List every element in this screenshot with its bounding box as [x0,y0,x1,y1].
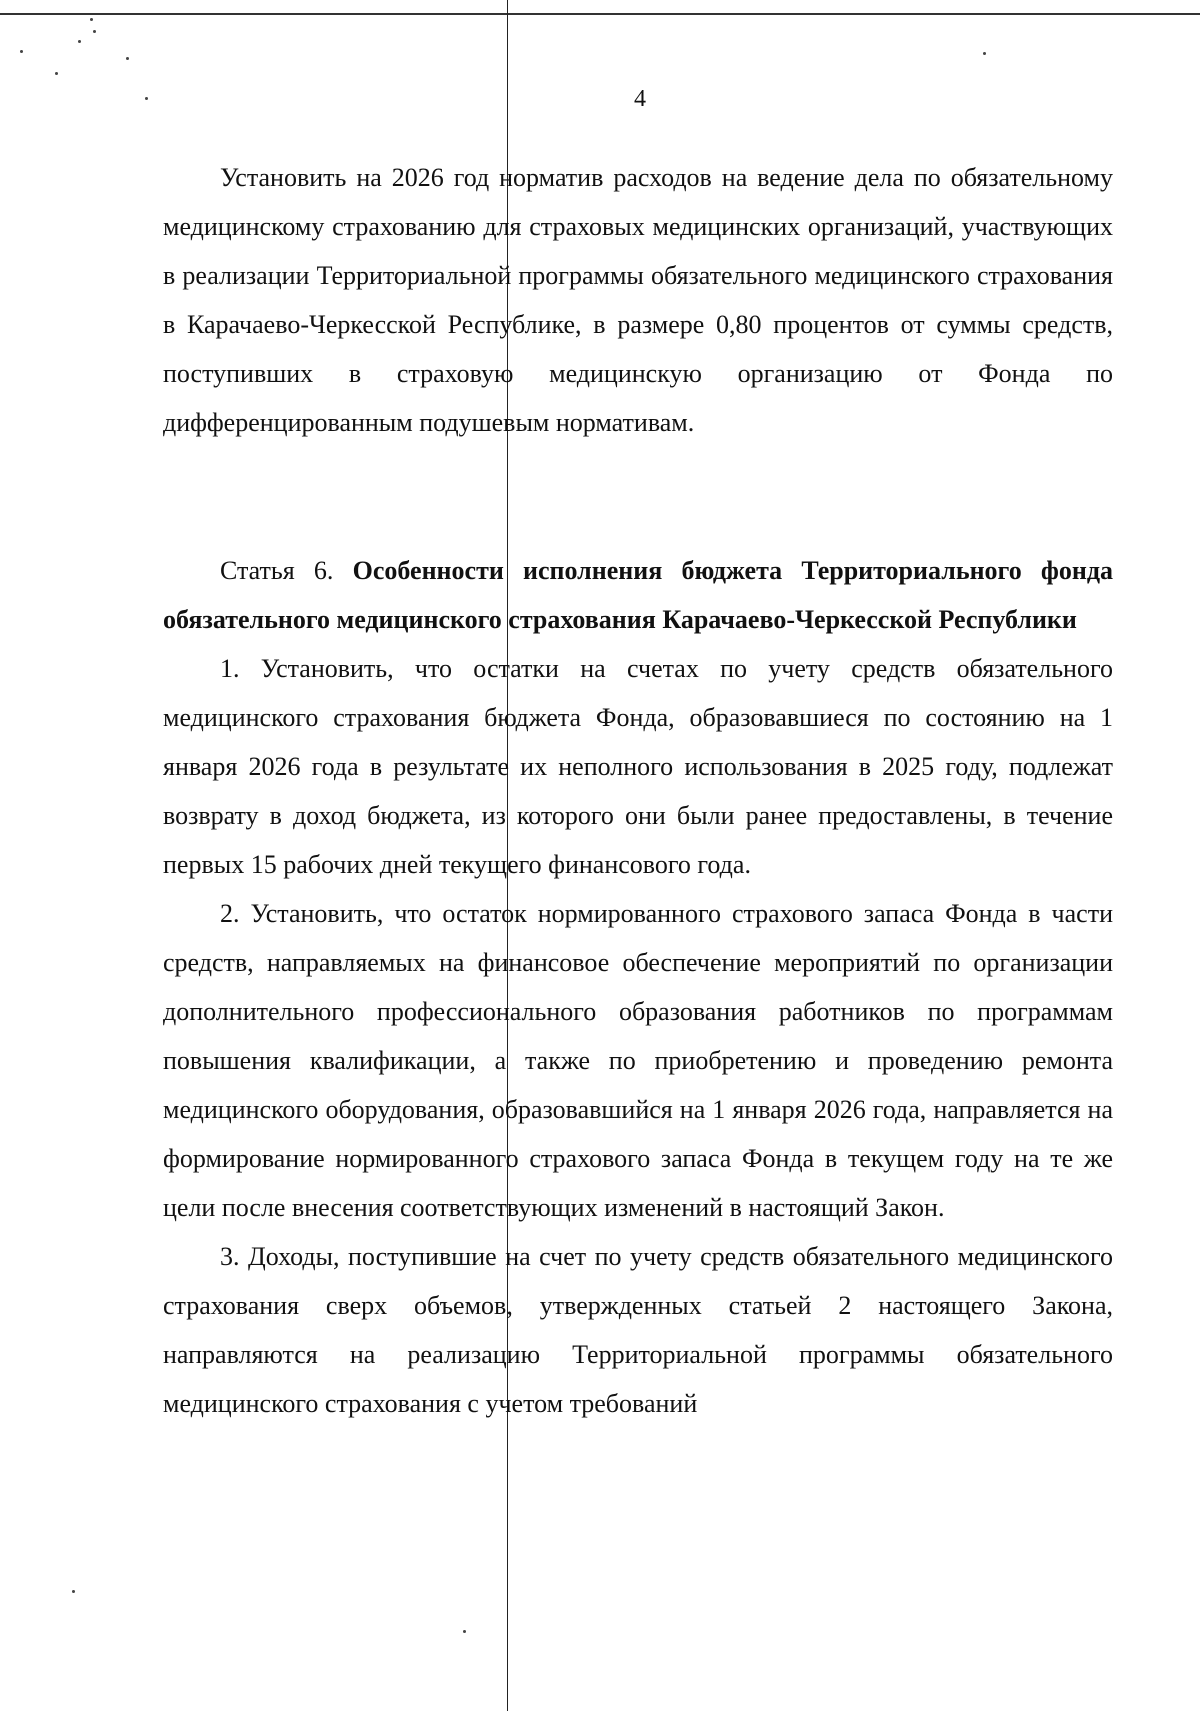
article-item: 2. Установить, что остаток нормированного страхового запаса Фонда в части средств, направляемых на финансовое обеспечение мероприятий по организации дополнительного профессионального образования работников по программам повышения квалификации, а также по приобретению и проведению ремонта медицинского оборудования, образовавшийся на 1 января 2026 года, направляется на формирование нормированного страхового запаса Фонда в текущем году на те же цели после внесения соответствующих изменений в настоящий Закон. [163,899,1113,1222]
scan-top-rule [0,13,1200,15]
intro-section [163,153,1113,447]
scan-speck [20,50,23,53]
page-number: 4 [634,86,646,112]
article-item: 1. Установить, что остатки на счетах по учету средств обязательного медицинского страхования бюджета Фонда, образовавшиеся по состоянию на 1 января 2026 года в результате их неполного использования в 2025 году, подлежат возврату в доход бюджета, из которого они были ранее предоставлены, в течение первых 15 рабочих дней текущего финансового года. [163,654,1113,879]
scan-speck [126,57,129,60]
scan-speck [93,30,96,33]
scan-speck [72,1590,75,1593]
scan-speck [983,52,986,55]
article-label: Статья 6. [220,556,334,585]
article-6-section [163,546,1113,1428]
scan-speck [90,18,93,21]
article-item: 3. Доходы, поступившие на счет по учету средств обязательного медицинского страхования сверх объемов, утвержденных статьей 2 настоящего Закона, направляются на реализацию Территориальной программы обязательного медицинского страхования с учетом требований [163,1242,1113,1418]
scan-speck [55,72,58,75]
intro-paragraph: Установить на 2026 год норматив расходов на ведение дела по обязательному медицинскому страхованию для страховых медицинских организаций, участвующих в реализации Территориальной программы обязательного медицинского страхования в Карачаево-Черкесской Республике, в размере 0,80 процентов от суммы средств, поступивших в страховую медицинскую организацию от Фонда по дифференцированным подушевым нормативам. [163,163,1113,437]
article-heading [163,546,1113,644]
scan-speck [78,40,81,43]
scan-speck [463,1630,466,1633]
article-title: Особенности исполнения бюджета Территориального фонда обязательного медицинского страхования Карачаево-Черкесской Республики [163,556,1114,634]
